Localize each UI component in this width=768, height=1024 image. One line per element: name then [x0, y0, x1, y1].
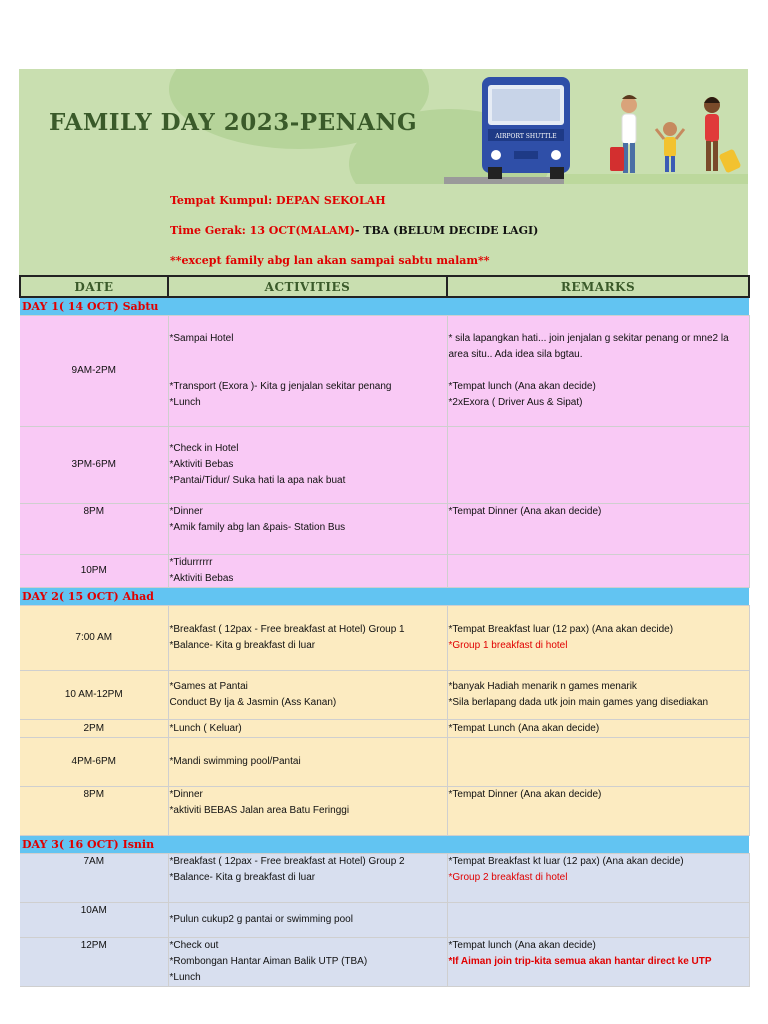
activity-line: Conduct By Ija & Jasmin (Ass Kanan) [169, 697, 337, 708]
activity-line: *Mandi swimming pool/Pantai [169, 756, 301, 767]
remark-highlight: *Group 2 breakfast di hotel [448, 872, 568, 883]
remark-highlight: *If Aiman join trip-kita semua akan hantar direct ke UTP [448, 956, 712, 967]
remarks-cell [447, 504, 749, 555]
activity-line: *Pulun cukup2 g pantai or swimming pool [169, 914, 353, 925]
remarks-cell [447, 671, 749, 720]
time-cell: 7:00 AM [20, 606, 168, 671]
activity-line: *Aktiviti Bebas [169, 573, 234, 584]
remark-line: area situ.. Ada idea sila bgtau. [448, 349, 583, 360]
activity-line: *Balance- Kita g breakfast di luar [169, 872, 316, 883]
remark-line: *Tempat lunch (Ana akan decide) [448, 381, 596, 392]
time-cell: 2PM [20, 720, 168, 738]
info-block [19, 184, 748, 275]
remarks-cell [447, 787, 749, 836]
time-cell: 8PM [20, 787, 168, 836]
column-header-activities: ACTIVITIES [168, 276, 447, 297]
table-row [20, 903, 749, 938]
activity-line: *Lunch [169, 397, 201, 408]
activity-line: *Lunch ( Keluar) [169, 722, 242, 734]
activity-line: *Amik family abg lan &pais- Station Bus [169, 522, 346, 533]
activities-cell [168, 854, 447, 903]
table-row [20, 738, 749, 787]
activity-line: *aktiviti BEBAS Jalan area Batu Feringgi [169, 805, 350, 816]
remarks-cell [447, 903, 749, 938]
remark-line: *Tempat lunch (Ana akan decide) [448, 940, 596, 951]
activities-cell [168, 671, 447, 720]
remark-highlight: *Group 1 breakfast di hotel [448, 640, 568, 651]
activity-line: *Check in Hotel [169, 443, 239, 454]
day-label: DAY 2( 15 OCT) Ahad [20, 588, 749, 606]
activity-line: *Breakfast ( 12pax - Free breakfast at Hotel) Group 2 [169, 856, 405, 867]
remarks-cell [447, 427, 749, 504]
banner [19, 69, 748, 184]
mother-icon [704, 97, 741, 173]
remarks-cell [447, 854, 749, 903]
table-row [20, 555, 749, 588]
activity-line: *Breakfast ( 12pax - Free breakfast at Hotel) Group 1 [169, 624, 405, 635]
activity-line: *Dinner [169, 789, 203, 800]
column-header-date: DATE [20, 276, 168, 297]
remark-line: *2xExora ( Driver Aus & Sipat) [448, 397, 583, 408]
svg-text:AIRPORT SHUTTLE: AIRPORT SHUTTLE [495, 133, 557, 140]
table-row [20, 427, 749, 504]
remarks-cell [447, 606, 749, 671]
itinerary-table [19, 275, 750, 987]
day-header-row [20, 297, 749, 316]
remarks-cell [447, 720, 749, 738]
activity-line [170, 347, 446, 363]
time-cell: 12PM [20, 938, 168, 987]
activities-cell [168, 738, 447, 787]
remark-line: *Tempat Breakfast kt luar (12 pax) (Ana akan decide) [448, 856, 684, 867]
departure-label: Time Gerak: 13 OCT(MALAM) [170, 224, 355, 237]
grass-icon [564, 174, 748, 184]
table-row [20, 504, 749, 555]
remarks-cell [447, 938, 749, 987]
activities-cell [168, 555, 447, 588]
activity-line: *Balance- Kita g breakfast di luar [169, 640, 316, 651]
table-row [20, 606, 749, 671]
activities-cell [168, 938, 447, 987]
exception-note: **except family abg lan akan sampai sabtu malam** [170, 254, 490, 267]
column-header-remarks: REMARKS [447, 276, 749, 297]
activities-cell [168, 316, 447, 427]
table-row [20, 787, 749, 836]
departure-note: - TBA (BELUM DECIDE LAGI) [354, 224, 539, 237]
remark-line [449, 363, 748, 379]
activities-cell [168, 606, 447, 671]
remarks-cell [447, 316, 749, 427]
activities-cell [168, 720, 447, 738]
activity-line: *Check out [169, 940, 219, 951]
activity-line: *Aktiviti Bebas [169, 459, 234, 470]
activities-cell [168, 903, 447, 938]
activity-line: *Lunch [169, 972, 201, 983]
time-cell: 10 AM-12PM [20, 671, 168, 720]
activity-line: *Tidurrrrrr [169, 557, 213, 568]
child-icon [656, 122, 684, 172]
day-label: DAY 1( 14 OCT) Sabtu [20, 297, 749, 316]
itinerary-sheet [19, 69, 748, 987]
activities-cell [168, 427, 447, 504]
activity-line: *Rombongan Hantar Aiman Balik UTP (TBA) [169, 956, 368, 967]
activity-line: *Transport (Exora )- Kita g jenjalan sekitar penang [169, 381, 392, 392]
activity-line: *Dinner [169, 506, 203, 517]
time-cell: 10PM [20, 555, 168, 588]
day-label: DAY 3( 16 OCT) Isnin [20, 836, 749, 854]
day-header-row [20, 588, 749, 606]
table-row [20, 671, 749, 720]
remark-line: *banyak Hadiah menarik n games menarik [448, 681, 637, 692]
remark-line: *Tempat Dinner (Ana akan decide) [448, 789, 602, 800]
time-cell: 10AM [20, 903, 168, 938]
table-row [20, 854, 749, 903]
activity-line: *Sampai Hotel [169, 333, 234, 344]
remarks-cell [447, 555, 749, 588]
remark-line: *Sila berlapang dada utk join main games yang disediakan [448, 697, 709, 708]
time-cell: 4PM-6PM [20, 738, 168, 787]
activities-cell [168, 504, 447, 555]
activities-cell [168, 787, 447, 836]
remark-line: * sila lapangkan hati... join jenjalan g sekitar penang or mne2 la [448, 333, 729, 344]
departure-time [170, 224, 538, 237]
table-row [20, 720, 749, 738]
meeting-point: Tempat Kumpul: DEPAN SEKOLAH [170, 194, 386, 207]
remarks-cell [447, 738, 749, 787]
bus-family-illustration [444, 69, 748, 184]
activity-line: *Pantai/Tidur/ Suka hati la apa nak buat [169, 475, 346, 486]
page-title: FAMILY DAY 2023-PENANG [49, 109, 418, 136]
time-cell: 3PM-6PM [20, 427, 168, 504]
time-cell: 7AM [20, 854, 168, 903]
remark-line: *Tempat Breakfast luar (12 pax) (Ana akan decide) [448, 624, 674, 635]
table-row [20, 938, 749, 987]
bus-icon [482, 77, 570, 179]
remark-line: *Tempat Dinner (Ana akan decide) [448, 506, 602, 517]
day-header-row [20, 836, 749, 854]
remark-line: *Tempat Lunch (Ana akan decide) [448, 722, 600, 734]
time-cell: 8PM [20, 504, 168, 555]
activity-line: *Games at Pantai [169, 681, 248, 692]
father-icon [610, 95, 637, 173]
time-cell: 9AM-2PM [20, 316, 168, 427]
activity-line [170, 363, 446, 379]
table-header-row [20, 276, 749, 297]
table-row [20, 316, 749, 427]
